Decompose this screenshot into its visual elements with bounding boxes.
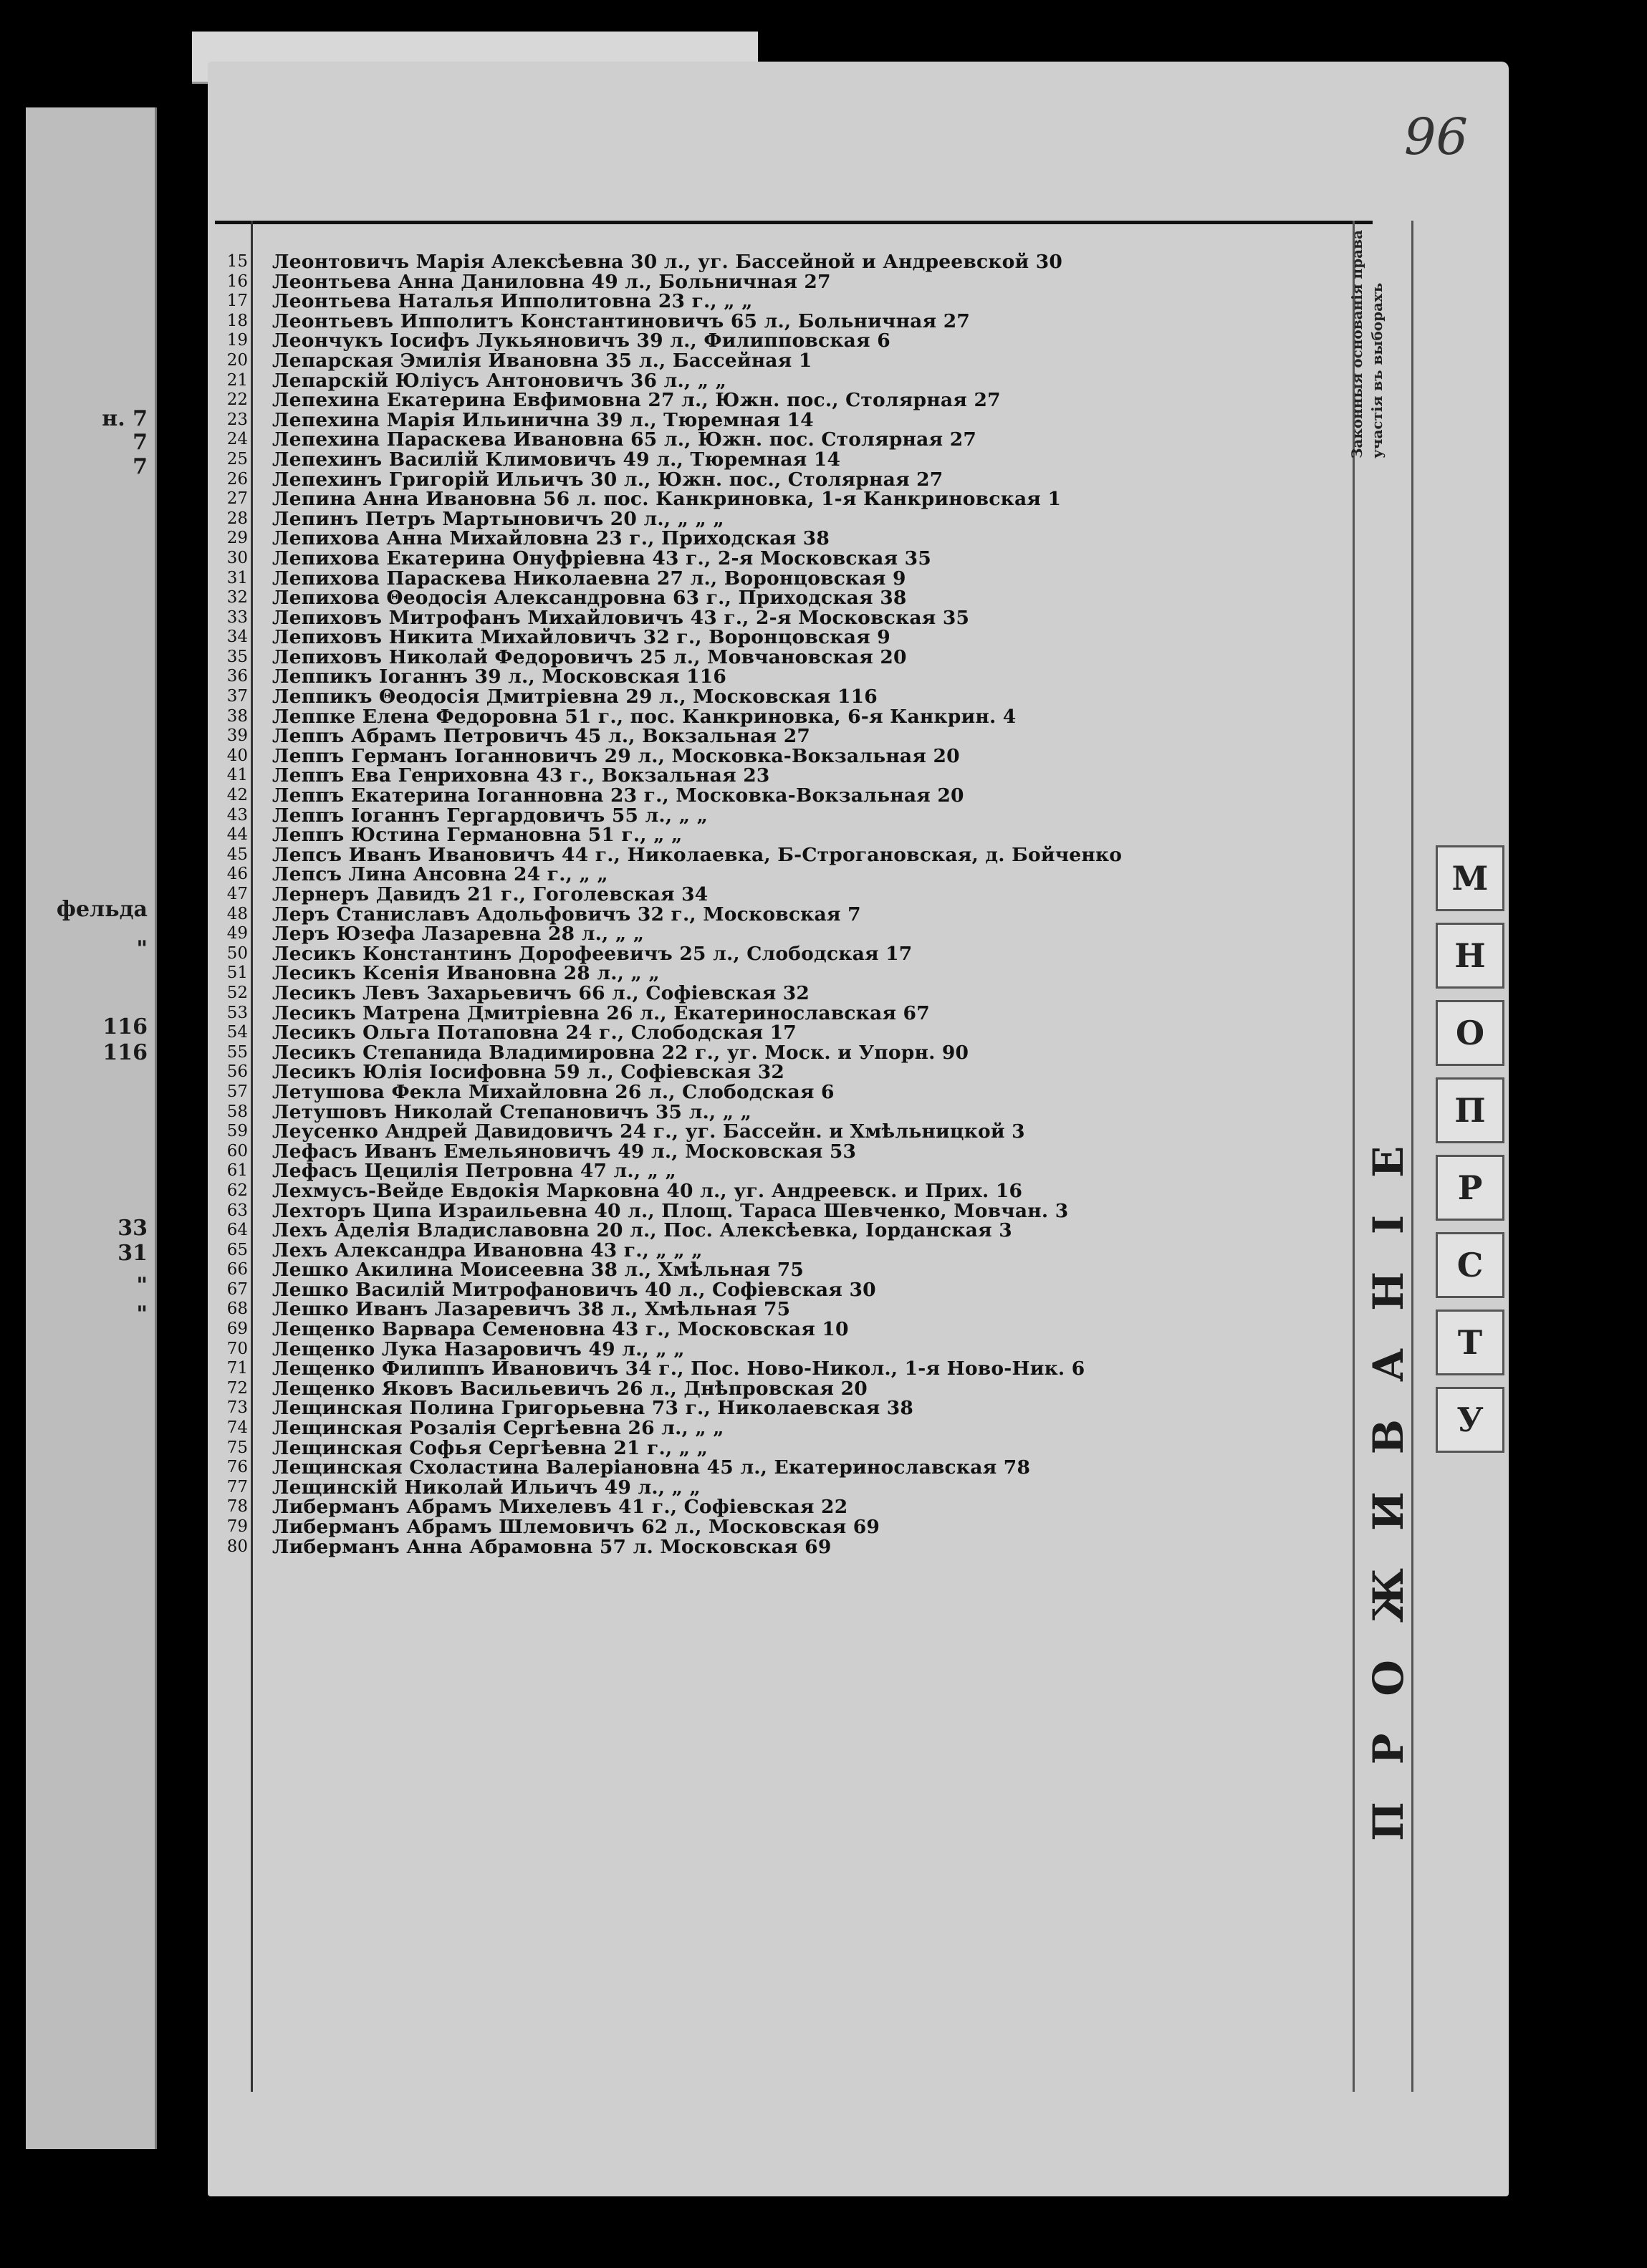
entry-text: Лепсъ Лина Ансовна 24 г., „ „	[272, 863, 608, 886]
entry-text: Лесикъ Ксенія Ивановна 28 л., „ „	[272, 962, 660, 985]
entry-number: 76	[226, 1458, 248, 1477]
entry-number: 38	[226, 706, 248, 726]
register-entry	[212, 371, 1358, 391]
entry-text: Лехмусъ-Вейде Евдокія Марковна 40 л., уг. Андреевск. и Прих. 16	[272, 1179, 1023, 1202]
entry-number: 66	[226, 1260, 248, 1279]
register-entry	[212, 707, 1358, 727]
entry-number: 55	[226, 1042, 248, 1062]
register-entry	[212, 1102, 1358, 1123]
entry-text: Лесикъ Константинъ Дорофеевичъ 25 л., Слободская 17	[272, 942, 913, 965]
entry-text: Леонтовичъ Марія Алексѣевна 30 л., уг. Бассейной и Андреевской 30	[272, 251, 1063, 273]
entry-number: 35	[226, 647, 248, 666]
entry-number: 46	[226, 865, 248, 884]
register-entry	[212, 569, 1358, 589]
register-entry	[212, 645, 1358, 668]
register-entries	[212, 252, 1358, 1557]
entry-number: 50	[226, 943, 248, 963]
entry-text: Лепсъ Иванъ Ивановичъ 44 г., Николаевка, Б-Строгановская, д. Бойченко	[272, 843, 1123, 866]
margin-fragment: 7	[133, 430, 148, 455]
entry-number: 69	[226, 1320, 248, 1339]
entry-number: 21	[226, 370, 248, 390]
index-tab[interactable]: М	[1436, 845, 1504, 911]
entry-number: 75	[226, 1438, 248, 1457]
entry-number: 49	[226, 924, 248, 943]
entry-text: Лепехина Параскева Ивановна 65 л., Южн. пос. Столярная 27	[272, 428, 976, 451]
entry-text: Лесикъ Юлія Іосифовна 59 л., Софіевская 32	[272, 1061, 785, 1084]
entry-number: 25	[226, 449, 248, 469]
column-heading-rights: Законныя основанія права участія въ выборахъ	[1348, 230, 1386, 458]
entry-text: Лещенко Яковъ Васильевичъ 26 л., Днѣпровская 20	[272, 1377, 868, 1400]
entry-text: Леппке Елена Федоровна 51 г., пос. Канкриновка, 6-я Канкрин. 4	[272, 705, 1017, 728]
entry-text: Летушова Фекла Михайловна 26 л., Слободская 6	[272, 1080, 835, 1103]
entry-text: Леппъ Германъ Іоганновичъ 29 л., Московка-Вокзальная 20	[272, 744, 960, 767]
entry-text: Лепихова Екатерина Онуфріевна 43 г., 2-я Московская 35	[272, 547, 931, 570]
entry-number: 64	[226, 1221, 248, 1240]
register-entry	[212, 1517, 1358, 1537]
entry-number: 74	[226, 1418, 248, 1438]
entry-text: Лещинскій Николай Ильичъ 49 л., „ „	[272, 1476, 701, 1499]
entry-number: 16	[226, 272, 248, 291]
register-entry	[212, 1497, 1358, 1517]
entry-number: 51	[226, 964, 248, 983]
entry-number: 59	[226, 1122, 248, 1141]
entry-number: 27	[226, 489, 248, 509]
entry-number: 37	[226, 687, 248, 706]
register-entry	[212, 865, 1358, 885]
register-entry	[212, 1359, 1358, 1379]
register-entry	[212, 331, 1358, 351]
register-entry	[212, 529, 1358, 549]
entry-text: Леппъ Екатерина Іоганновна 23 г., Московка-Вокзальная 20	[272, 784, 964, 807]
entry-text: Лешко Василій Митрофановичъ 40 л., Софіевская 30	[272, 1278, 876, 1301]
entry-number: 30	[226, 548, 248, 567]
entry-number: 67	[226, 1279, 248, 1299]
register-entry	[212, 309, 1358, 332]
entry-text: Лешко Акилина Моисеевна 38 л., Хмѣльная 75	[272, 1259, 805, 1282]
entry-number: 40	[226, 746, 248, 765]
entry-number: 80	[226, 1537, 248, 1556]
margin-fragment: 31	[117, 1241, 148, 1266]
entry-number: 48	[226, 904, 248, 923]
register-entry	[212, 806, 1358, 826]
register-entry	[212, 1260, 1358, 1280]
entry-text: Либерманъ Анна Абрамовна 57 л. Московская 69	[272, 1535, 832, 1558]
entry-number: 29	[226, 529, 248, 548]
index-tab[interactable]: У	[1436, 1387, 1504, 1453]
entry-text: Лефасъ Цецилія Петровна 47 л., „ „	[272, 1160, 676, 1183]
entry-number: 62	[226, 1181, 248, 1200]
entry-number: 34	[226, 628, 248, 647]
register-entry	[212, 1161, 1358, 1181]
register-entry	[212, 351, 1358, 371]
entry-number: 79	[226, 1517, 248, 1536]
margin-fragment: фельда	[56, 897, 148, 922]
entry-text: Леппикъ Θеодосія Дмитріевна 29 л., Московская 116	[272, 686, 878, 708]
register-entry	[212, 470, 1358, 490]
margin-fragment: 116	[102, 1040, 148, 1065]
entry-number: 47	[226, 885, 248, 903]
entry-number: 33	[226, 607, 248, 627]
entry-text: Лепиховъ Митрофанъ Михайловичъ 43 г., 2-я Московская 35	[272, 606, 970, 629]
previous-page-edge	[26, 107, 157, 2149]
entry-text: Лепехинъ Василій Климовичъ 49 л., Тюремная 14	[272, 448, 841, 471]
index-tab[interactable]: Т	[1436, 1310, 1504, 1375]
register-entry	[212, 1023, 1358, 1043]
entry-text: Лепихова Параскева Николаевна 27 л., Воронцовская 9	[272, 567, 906, 590]
register-entry	[212, 1478, 1358, 1498]
register-entry	[212, 1142, 1358, 1162]
entry-text: Лехъ Александра Ивановна 43 г., „ „ „	[272, 1239, 703, 1262]
page-number: 96	[1404, 107, 1469, 166]
margin-fragment: "	[136, 1302, 148, 1327]
entry-text: Лесикъ Степанида Владимировна 22 г., уг. Моск. и Упорн. 90	[272, 1041, 969, 1064]
entry-number: 73	[226, 1398, 248, 1418]
entry-number: 53	[226, 1003, 248, 1022]
alphabet-index-tabs	[1431, 845, 1510, 1490]
entry-number: 78	[226, 1497, 248, 1517]
register-entry	[212, 1082, 1358, 1102]
entry-number: 44	[226, 825, 248, 845]
entry-text: Лепехина Марія Ильинична 39 л., Тюремная 14	[272, 408, 814, 431]
register-entry	[212, 588, 1358, 608]
entry-number: 23	[226, 410, 248, 429]
entry-number: 65	[226, 1240, 248, 1259]
entry-text: Лепарскій Юліусъ Антоновичъ 36 л., „ „	[272, 369, 727, 392]
entry-number: 70	[226, 1339, 248, 1358]
register-entry	[212, 786, 1358, 806]
entry-text: Лещинская Софья Сергѣевна 21 г., „ „	[272, 1436, 709, 1459]
register-entry	[212, 924, 1358, 944]
register-entry	[212, 1181, 1358, 1201]
entry-number: 43	[226, 805, 248, 825]
register-entry	[212, 1418, 1358, 1438]
entry-number: 32	[226, 588, 248, 607]
entry-text: Леппъ Абрамъ Петровичъ 45 л., Вокзальная 27	[272, 725, 810, 748]
register-entry	[212, 981, 1358, 1004]
register-entry	[212, 1241, 1358, 1261]
column-title-residence: ПРОЖИВАНІЕ	[1364, 1108, 1413, 1841]
register-entry	[212, 726, 1358, 746]
register-entry	[212, 1379, 1358, 1399]
register-entry	[212, 1280, 1358, 1300]
entry-text: Лещинская Розалія Сергѣевна 26 л., „ „	[272, 1417, 724, 1440]
entry-text: Лепина Анна Ивановна 56 л. пос. Канкриновка, 1-я Канкриновская 1	[272, 488, 1062, 511]
margin-fragment: 33	[117, 1216, 148, 1241]
entry-text: Лефасъ Иванъ Емельяновичъ 49 л., Московская 53	[272, 1140, 857, 1163]
entry-text: Леонтьева Анна Даниловна 49 л., Больничная 27	[272, 270, 831, 293]
entry-number: 68	[226, 1299, 248, 1319]
entry-text: Леппикъ Іоганнъ 39 л., Московская 116	[272, 665, 727, 688]
register-entry	[212, 944, 1358, 964]
entry-number: 58	[226, 1102, 248, 1121]
entry-text: Леппъ Іоганнъ Гергардовичъ 55 л., „ „	[272, 804, 709, 827]
entry-text: Леонтьева Наталья Ипполитовна 23 г., „ „	[272, 290, 753, 313]
entry-text: Лещинская Схоластина Валеріановна 45 л., Екатеринославская 78	[272, 1456, 1031, 1479]
entry-text: Лепехина Екатерина Евфимовна 27 л., Южн. пос., Столярная 27	[272, 389, 1001, 412]
register-entry	[212, 430, 1358, 450]
register-entry	[212, 964, 1358, 984]
register-entry	[212, 885, 1358, 905]
entry-number: 63	[226, 1201, 248, 1220]
margin-fragment: н. 7	[102, 406, 148, 431]
register-entry	[212, 687, 1358, 707]
entry-number: 15	[226, 252, 248, 271]
entry-text: Лехъ Аделія Владиславовна 20 л., Пос. Алексѣевка, Іорданская 3	[272, 1219, 1012, 1242]
margin-fragment: "	[136, 936, 148, 961]
entry-text: Лепихова Анна Михайловна 23 г., Приходская 38	[272, 527, 830, 550]
margin-fragment: 7	[133, 454, 148, 479]
entry-number: 39	[226, 726, 248, 746]
index-tab[interactable]: П	[1436, 1077, 1504, 1143]
entry-number: 56	[226, 1062, 248, 1082]
entry-text: Леончукъ Іосифъ Лукьяновичъ 39 л., Филипповская 6	[272, 330, 890, 352]
index-tab[interactable]: Н	[1436, 923, 1504, 989]
register-entry	[212, 1043, 1358, 1063]
register-entry	[212, 1299, 1358, 1320]
entry-text: Леппъ Юстина Германовна 51 г., „ „	[272, 824, 683, 847]
entry-text: Лепарская Эмилія Ивановна 35 л., Бассейная 1	[272, 349, 812, 372]
entry-text: Лепиховъ Николай Федоровичъ 25 л., Мовчановская 20	[272, 645, 907, 668]
entry-number: 42	[226, 786, 248, 805]
register-entry	[212, 1062, 1358, 1082]
register-entry	[212, 845, 1358, 865]
entry-text: Лешко Иванъ Лазаревичъ 38 л., Хмѣльная 75	[272, 1298, 791, 1321]
register-entry	[212, 1201, 1358, 1221]
entry-text: Леонтьевъ Ипполитъ Константиновичъ 65 л., Больничная 27	[272, 309, 971, 332]
register-entry	[212, 1458, 1358, 1478]
entry-number: 72	[226, 1378, 248, 1398]
register-entry	[212, 509, 1358, 529]
top-rule	[215, 221, 1373, 224]
entry-number: 52	[226, 983, 248, 1002]
register-entry	[212, 272, 1358, 292]
entry-number: 60	[226, 1141, 248, 1161]
register-entry	[212, 746, 1358, 767]
entry-text: Лепиховъ Никита Михайловичъ 32 г., Воронцовская 9	[272, 626, 890, 649]
index-tab[interactable]: О	[1436, 1000, 1504, 1066]
entry-text: Лещенко Лука Назаровичъ 49 л., „ „	[272, 1337, 685, 1360]
register-entry	[212, 1438, 1358, 1459]
entry-text: Летушовъ Николай Степановичъ 35 л., „ „	[272, 1100, 752, 1123]
entry-text: Лещенко Филиппъ Ивановичъ 34 г., Пос. Ново-Никол., 1-я Ново-Ник. 6	[272, 1358, 1085, 1380]
entry-number: 77	[226, 1477, 248, 1496]
entry-text: Лещинская Полина Григорьевна 73 г., Николаевская 38	[272, 1397, 914, 1420]
entry-text: Лещенко Варвара Семеновна 43 г., Московская 10	[272, 1318, 849, 1341]
entry-number: 45	[226, 845, 248, 864]
register-entry	[212, 1320, 1358, 1340]
entry-text: Лесикъ Ольга Потаповна 24 г., Слободская 17	[272, 1022, 797, 1044]
entry-number: 31	[226, 568, 248, 587]
register-entry	[212, 292, 1358, 312]
entry-text: Леусенко Андрей Давидовичъ 24 г., уг. Бассейн. и Хмѣльницкой 3	[272, 1120, 1025, 1143]
index-tab[interactable]: Р	[1436, 1155, 1504, 1221]
register-entry	[212, 766, 1358, 786]
entry-number: 26	[226, 469, 248, 489]
entry-text: Лесикъ Матрена Дмитріевна 26 л., Екатеринославская 67	[272, 1001, 930, 1024]
register-entry	[212, 549, 1358, 569]
entry-text: Лепехинъ Григорій Ильичъ 30 л., Южн. пос., Столярная 27	[272, 468, 943, 491]
entry-text: Лехторъ Ципа Израильевна 40 л., Площ. Тараса Шевченко, Мовчан. 3	[272, 1199, 1069, 1222]
entry-number: 41	[226, 766, 248, 785]
register-entry	[212, 450, 1358, 470]
entry-number: 61	[226, 1161, 248, 1181]
entry-number: 17	[226, 292, 248, 311]
entry-number: 18	[226, 311, 248, 330]
register-entry	[212, 1337, 1358, 1360]
entry-text: Лепихова Θеодосія Александровна 63 г., Приходская 38	[272, 587, 907, 610]
entry-number: 54	[226, 1023, 248, 1042]
entry-number: 71	[226, 1359, 248, 1378]
margin-fragment: 116	[102, 1014, 148, 1039]
entry-number: 28	[226, 509, 248, 528]
register-entry	[212, 1537, 1358, 1557]
entry-text: Лернеръ Давидъ 21 г., Гоголевская 34	[272, 883, 709, 905]
entry-number: 24	[226, 430, 248, 449]
register-entry	[212, 608, 1358, 628]
entry-number: 57	[226, 1082, 248, 1101]
register-entry	[212, 390, 1358, 410]
entry-number: 20	[226, 350, 248, 370]
register-entry	[212, 1398, 1358, 1418]
register-entry	[212, 1001, 1358, 1024]
margin-fragment: "	[136, 1273, 148, 1298]
entry-text: Леръ Станиславъ Адольфовичъ 32 г., Московская 7	[272, 903, 861, 926]
entry-number: 19	[226, 331, 248, 350]
entry-text: Лесикъ Левъ Захарьевичъ 66 л., Софіевская 32	[272, 981, 810, 1004]
entry-number: 36	[226, 667, 248, 686]
register-entry	[212, 825, 1358, 845]
register-entry	[212, 1221, 1358, 1241]
register-entry	[212, 628, 1358, 648]
register-entry	[212, 252, 1358, 272]
entry-text: Леръ Юзефа Лазаревна 28 л., „ „	[272, 923, 645, 946]
register-entry	[212, 489, 1358, 509]
index-tab[interactable]: С	[1436, 1232, 1504, 1298]
register-entry	[212, 1122, 1358, 1142]
register-entry	[212, 410, 1358, 431]
entry-text: Либерманъ Абрамъ Михелевъ 41 г., Софіевская 22	[272, 1496, 848, 1519]
entry-text: Либерманъ Абрамъ Шлемовичъ 62 л., Московская 69	[272, 1516, 880, 1538]
entry-text: Лепинъ Петръ Мартыновичъ 20 л., „ „ „	[272, 507, 724, 530]
register-entry	[212, 667, 1358, 687]
register-entry	[212, 905, 1358, 925]
entry-text: Леппъ Ева Генриховна 43 г., Вокзальная 23	[272, 764, 770, 787]
entry-number: 22	[226, 390, 248, 410]
